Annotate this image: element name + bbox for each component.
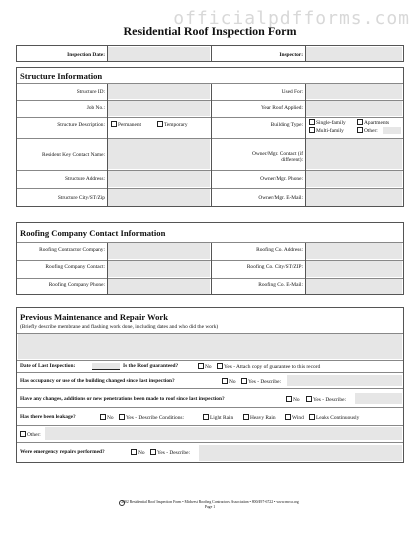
light-rain-checkbox[interactable]	[203, 414, 209, 420]
other-condition-checkbox[interactable]	[20, 431, 26, 437]
owner-email-field[interactable]	[306, 189, 402, 206]
co-email-field[interactable]	[306, 279, 402, 294]
single-family-label: Single-family	[316, 120, 346, 126]
guaranteed-yes-label: Yes - Attach copy of guarantee to this record	[224, 364, 321, 370]
temporary-label: Temporary	[164, 122, 188, 128]
building-type-label: Building Type:	[270, 122, 303, 128]
changes-yes-option[interactable]	[306, 396, 346, 404]
owner-contact-label: Owner/Mgr. Contact (if different):	[251, 151, 303, 163]
structure-city-field[interactable]	[108, 189, 210, 206]
wind-option[interactable]	[285, 414, 304, 422]
structure-address-field[interactable]	[108, 171, 210, 187]
company-phone-label: Roofing Company Phone:	[48, 282, 105, 288]
maintenance-heading: Previous Maintenance and Repair Work	[20, 312, 169, 322]
resident-contact-label: Resident Key Contact Name:	[41, 152, 105, 158]
other-type-field[interactable]	[383, 127, 401, 134]
inspector-field[interactable]	[306, 47, 402, 61]
inspection-date-field[interactable]	[108, 47, 210, 61]
other-type-option[interactable]	[357, 127, 378, 135]
leaks-continuously-option[interactable]	[309, 414, 359, 422]
occupancy-yes-label: Yes - Describe:	[248, 379, 281, 385]
maintenance-description-field[interactable]	[18, 334, 402, 359]
single-family-option[interactable]	[309, 119, 346, 127]
multi-family-option[interactable]	[309, 127, 344, 135]
co-city-field[interactable]	[306, 261, 402, 277]
structure-city-label: Structure City/ST/Zip	[57, 195, 105, 201]
co-email-label: Roofing Co. E-Mail:	[258, 282, 303, 288]
company-contact-field[interactable]	[108, 261, 210, 277]
company-phone-field[interactable]	[108, 279, 210, 294]
leaks-continuously-checkbox[interactable]	[309, 414, 315, 420]
occupancy-yes-checkbox[interactable]	[241, 378, 247, 384]
resident-contact-field[interactable]	[108, 139, 210, 169]
used-for-label: Used For:	[281, 89, 303, 95]
guaranteed-no-checkbox[interactable]	[198, 363, 204, 369]
other-condition-field[interactable]	[45, 427, 402, 440]
leakage-yes-option[interactable]	[119, 414, 184, 422]
structure-section	[16, 67, 404, 207]
guaranteed-yes-checkbox[interactable]	[217, 363, 223, 369]
emergency-describe-field[interactable]	[199, 445, 402, 461]
emergency-no-label: No	[138, 450, 145, 456]
other-type-checkbox[interactable]	[357, 127, 363, 133]
watermark: officialpdfforms.com	[173, 8, 410, 29]
changes-yes-checkbox[interactable]	[306, 396, 312, 402]
other-type-label: Other:	[364, 128, 378, 134]
footer	[0, 500, 420, 510]
structure-heading: Structure Information	[20, 71, 103, 81]
changes-no-checkbox[interactable]	[286, 396, 292, 402]
contractor-company-label: Roofing Contractor Company:	[39, 247, 105, 253]
structure-description-label: Structure Description:	[57, 122, 105, 128]
leakage-no-checkbox[interactable]	[100, 414, 106, 420]
single-family-checkbox[interactable]	[309, 119, 315, 125]
job-no-label: Job No.:	[86, 105, 105, 111]
structure-id-field[interactable]	[108, 84, 210, 99]
page-number: Page 1	[204, 505, 216, 509]
occupancy-no-checkbox[interactable]	[222, 378, 228, 384]
occupancy-yes-option[interactable]	[241, 378, 281, 386]
heavy-rain-label: Heavy Rain	[250, 415, 276, 421]
inspector-label: Inspector:	[279, 52, 303, 58]
multi-family-label: Multi-family	[316, 128, 344, 134]
emergency-no-checkbox[interactable]	[131, 449, 137, 455]
roofing-heading: Roofing Company Contact Information	[20, 228, 166, 238]
form-title: Residential Roof Inspection Form	[123, 24, 297, 38]
other-condition-option[interactable]	[20, 431, 41, 439]
changes-describe-field[interactable]	[355, 393, 402, 404]
emergency-question: Were emergency repairs performed?	[20, 449, 105, 455]
emergency-yes-option[interactable]	[150, 449, 190, 457]
occupancy-question: Has occupancy or use of the building changed since last inspection?	[20, 378, 175, 384]
temporary-checkbox[interactable]	[157, 121, 163, 127]
guaranteed-yes-option[interactable]	[217, 363, 320, 371]
leakage-yes-checkbox[interactable]	[119, 414, 125, 420]
temporary-option[interactable]	[157, 121, 188, 129]
header-box	[16, 45, 404, 62]
emergency-no-option[interactable]	[131, 449, 145, 457]
footer-line: 2002 Residential Roof Inspection Form • Midwest Roofing Contractors Association • 800/497-6722 • www.mrca.org	[121, 500, 299, 504]
permanent-checkbox[interactable]	[111, 121, 117, 127]
emergency-yes-label: Yes - Describe:	[157, 450, 190, 456]
year-roof-applied-field[interactable]	[306, 101, 402, 116]
year-roof-applied-label: Year Roof Applied:	[261, 105, 303, 111]
roofing-section	[16, 222, 404, 295]
leakage-no-label: No	[107, 415, 114, 421]
light-rain-label: Light Rain	[210, 415, 234, 421]
occupancy-no-label: No	[229, 379, 236, 385]
occupancy-describe-field[interactable]	[287, 375, 402, 386]
light-rain-option[interactable]	[203, 414, 233, 422]
permanent-label: Permanent	[118, 122, 142, 128]
last-inspection-label: Date of Last Inspection:	[20, 363, 76, 369]
structure-address-label: Structure Address:	[65, 176, 105, 182]
contractor-company-field[interactable]	[108, 243, 210, 259]
emergency-yes-checkbox[interactable]	[150, 449, 156, 455]
occupancy-no-option[interactable]	[222, 378, 236, 386]
owner-contact-field[interactable]	[306, 139, 402, 169]
company-contact-label: Roofing Company Contact:	[45, 264, 105, 270]
maintenance-subheading: (Briefly describe membrane and flashing work done, including dates and who did the work)	[20, 324, 219, 330]
job-no-field[interactable]	[108, 101, 210, 116]
apartments-option[interactable]	[357, 119, 389, 127]
co-city-label: Roofing Co. City/ST/ZIP:	[246, 264, 303, 270]
used-for-field[interactable]	[306, 84, 402, 99]
owner-phone-label: Owner/Mgr. Phone:	[260, 176, 303, 182]
inspection-date-label: Inspection Date:	[67, 52, 105, 58]
heavy-rain-option[interactable]	[243, 414, 276, 422]
changes-no-label: No	[293, 397, 300, 403]
co-address-field[interactable]	[306, 243, 402, 259]
leakage-no-option[interactable]	[100, 414, 114, 422]
wind-checkbox[interactable]	[285, 414, 291, 420]
multi-family-checkbox[interactable]	[309, 127, 315, 133]
guaranteed-no-option[interactable]	[198, 363, 212, 371]
guaranteed-no-label: No	[205, 364, 212, 370]
other-condition-label: Other:	[27, 432, 41, 438]
permanent-option[interactable]	[111, 121, 141, 129]
changes-no-option[interactable]	[286, 396, 300, 404]
changes-question: Have any changes, additions or new penetrations been made to roof since last inspection?	[20, 396, 225, 402]
heavy-rain-checkbox[interactable]	[243, 414, 249, 420]
changes-yes-label: Yes - Describe:	[313, 397, 346, 403]
leaks-continuously-label: Leaks Continuously	[316, 415, 360, 421]
co-address-label: Roofing Co. Address:	[256, 247, 303, 253]
leakage-question: Has there been leakage?	[20, 414, 76, 420]
owner-email-label: Owner/Mgr. E-Mail:	[258, 195, 303, 201]
maintenance-section	[16, 307, 404, 463]
owner-phone-field[interactable]	[306, 171, 402, 187]
last-inspection-field[interactable]	[92, 363, 120, 370]
guaranteed-label: Is the Roof guaranteed?	[123, 363, 179, 369]
apartments-label: Apartments	[364, 120, 390, 126]
wind-label: Wind	[292, 415, 304, 421]
leakage-yes-label: Yes - Describe Conditions:	[126, 415, 184, 421]
apartments-checkbox[interactable]	[357, 119, 363, 125]
structure-id-label: Structure ID:	[76, 89, 105, 95]
